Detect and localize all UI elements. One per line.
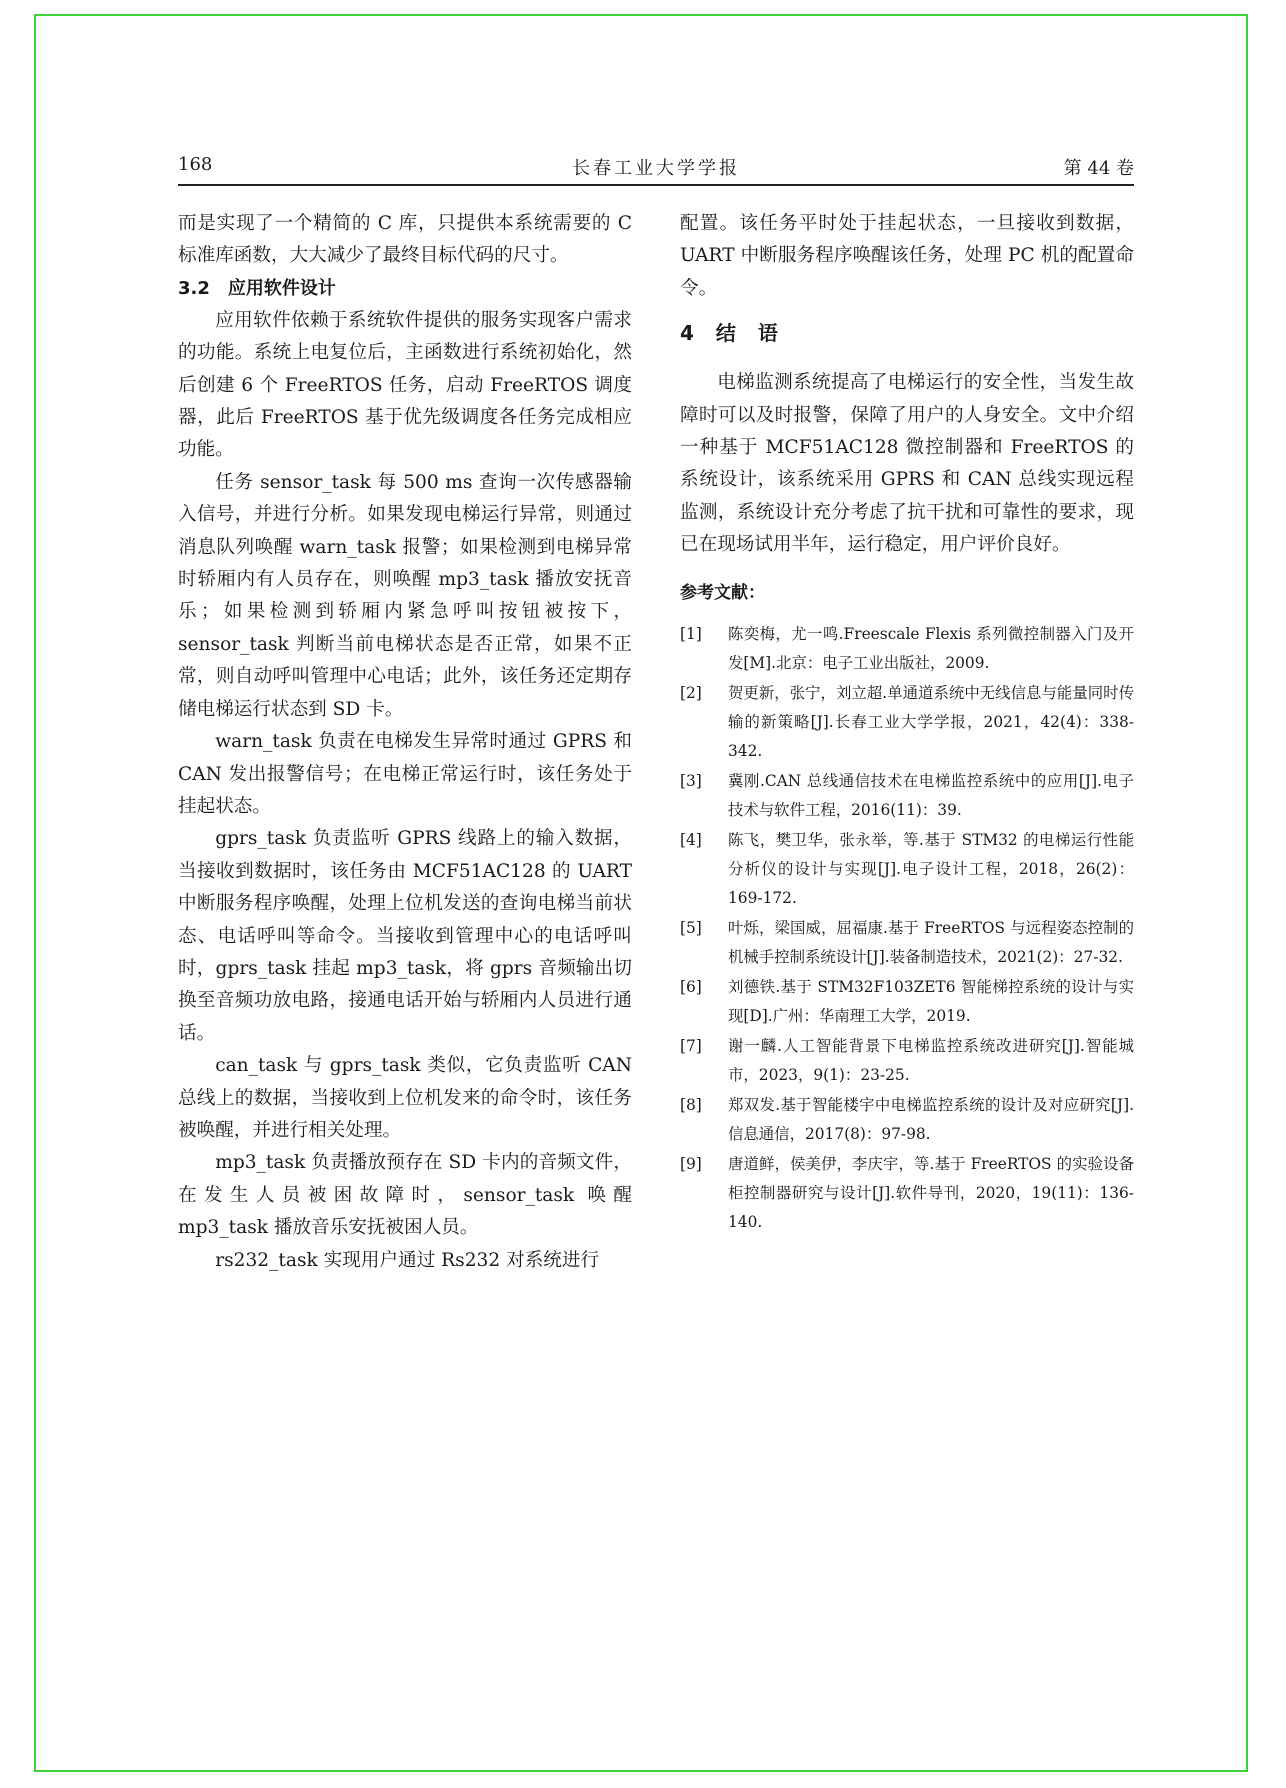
reference-item — [680, 679, 1134, 766]
section-heading — [680, 317, 1134, 349]
paragraph: rs232_task 实现用户通过 Rs232 对系统进行 — [215, 1249, 600, 1271]
section-heading — [178, 273, 632, 305]
paragraph: 电梯监测系统提高了电梯运行的安全性，当发生故障时可以及时报警，保障了用户的人身安全。文中介绍一种基于 MCF51AC128 微控制器和 FreeRTOS 的系统设计，该系统采用 GPRS 和 CAN 总线实现远程监测，系统设计充分考虑了抗干扰和可靠性的要求，现已在现场试用半年，运行稳定，用户评价良好。 — [680, 372, 1134, 556]
reference-item — [680, 826, 1134, 913]
reference-text: 陈飞，樊卫华，张永举，等.基于 STM32 的电梯运行性能分析仪的设计与实现[J].电子设计工程，2018，26(2)：169-172. — [728, 830, 1134, 907]
references-heading: 参考文献： — [680, 582, 765, 603]
reference-text: 冀刚.CAN 总线通信技术在电梯监控系统中的应用[J].电子技术与软件工程，2016(11)：39. — [728, 771, 1134, 819]
reference-text: 刘德铁.基于 STM32F103ZET6 智能梯控系统的设计与实现[D].广州：华南理工大学，2019. — [728, 977, 1134, 1025]
reference-tag: [4] — [680, 830, 702, 849]
paragraph: warn_task 负责在电梯发生异常时通过 GPRS 和 CAN 发出报警信号；在电梯正常运行时，该任务处于挂起状态。 — [178, 731, 632, 817]
reference-tag: [9] — [680, 1154, 702, 1173]
right-column — [680, 208, 1134, 1238]
running-header — [178, 154, 1134, 186]
journal-name: 长春工业大学学报 — [572, 158, 740, 179]
reference-tag: [3] — [680, 771, 702, 790]
reference-tag: [2] — [680, 683, 702, 702]
paragraph: gprs_task 负责监听 GPRS 线路上的输入数据，当接收到数据时，该任务由 MCF51AC128 的 UART 中断服务程序唤醒，处理上位机发送的查询电梯当前状态、电话呼叫等命令。当接收到管理中心的电话呼叫时，gprs_task 挂起 mp3_task，将 gprs 音频输出切换至音频功放电路，接通电话开始与轿厢内人员进行通话。 — [178, 828, 632, 1044]
paragraph: 配置。该任务平时处于挂起状态，一旦接收到数据，UART 中断服务程序唤醒该任务，处理 PC 机的配置命令。 — [680, 213, 1134, 299]
reference-tag: [7] — [680, 1036, 702, 1055]
reference-tag: [1] — [680, 624, 702, 643]
paragraph: 而是实现了一个精简的 C 库，只提供本系统需要的 C 标准库函数，大大减少了最终目标代码的尺寸。 — [178, 213, 632, 267]
reference-list — [680, 620, 1134, 1237]
section-number: 3.2 — [178, 277, 210, 299]
reference-text: 陈奕梅，尤一鸣.Freescale Flexis 系列微控制器入门及开发[M].北京：电子工业出版社，2009. — [728, 624, 1134, 672]
paragraph: can_task 与 gprs_task 类似，它负责监听 CAN 总线上的数据，当接收到上位机发来的命令时，该任务被唤醒，并进行相关处理。 — [178, 1055, 632, 1141]
page-number: 168 — [178, 154, 213, 175]
paragraph: 任务 sensor_task 每 500 ms 查询一次传感器输入信号，并进行分析。如果发现电梯运行异常，则通过消息队列唤醒 warn_task 报警；如果检测到电梯异常时轿厢内有人员存在，则唤醒 mp3_task 播放安抚音乐；如果检测到轿厢内紧急呼叫按钮被按下，sensor_task 判断当前电梯状态是否正常，如果不正常，则自动呼叫管理中心电话；此外，该任务还定期存储电梯运行状态到 SD 卡。 — [178, 471, 632, 720]
reference-tag: [5] — [680, 918, 702, 937]
reference-item — [680, 1091, 1134, 1149]
paragraph: 应用软件依赖于系统软件提供的服务实现客户需求的功能。系统上电复位后，主函数进行系统初始化，然后创建 6 个 FreeRTOS 任务，启动 FreeRTOS 调度器，此后 FreeRTOS 基于优先级调度各任务完成相应功能。 — [178, 309, 632, 461]
reference-tag: [8] — [680, 1095, 702, 1114]
reference-text: 郑双发.基于智能楼宇中电梯监控系统的设计及对应研究[J].信息通信，2017(8)：97-98. — [728, 1095, 1134, 1143]
left-column — [178, 208, 632, 1277]
section-title: 应用软件设计 — [227, 277, 336, 299]
section-title: 结语 — [715, 321, 800, 346]
reference-item — [680, 1150, 1134, 1237]
reference-item — [680, 914, 1134, 972]
reference-text: 唐道鲜，侯美伊，李庆宇，等.基于 FreeRTOS 的实验设备柜控制器研究与设计[J].软件导刊，2020，19(11)：136-140. — [728, 1154, 1134, 1231]
reference-text: 叶烁，梁国威，屈福康.基于 FreeRTOS 与远程姿态控制的机械手控制系统设计[J].装备制造技术，2021(2)：27-32. — [728, 918, 1134, 966]
reference-item — [680, 1032, 1134, 1090]
paragraph: mp3_task 负责播放预存在 SD 卡内的音频文件，在发生人员被困故障时，sensor_task 唤醒 mp3_task 播放音乐安抚被困人员。 — [178, 1152, 632, 1239]
reference-item — [680, 973, 1134, 1031]
reference-tag: [6] — [680, 977, 702, 996]
volume-label: 第 44 卷 — [1063, 158, 1134, 179]
reference-text: 贺更新，张宁，刘立超.单通道系统中无线信息与能量同时传输的新策略[J].长春工业大学学报，2021，42(4)：338-342. — [728, 683, 1134, 760]
section-number: 4 — [680, 321, 694, 346]
reference-text: 谢一麟.人工智能背景下电梯监控系统改进研究[J].智能城市，2023，9(1)：23-25. — [728, 1036, 1134, 1084]
reference-item — [680, 767, 1134, 825]
reference-item — [680, 620, 1134, 678]
